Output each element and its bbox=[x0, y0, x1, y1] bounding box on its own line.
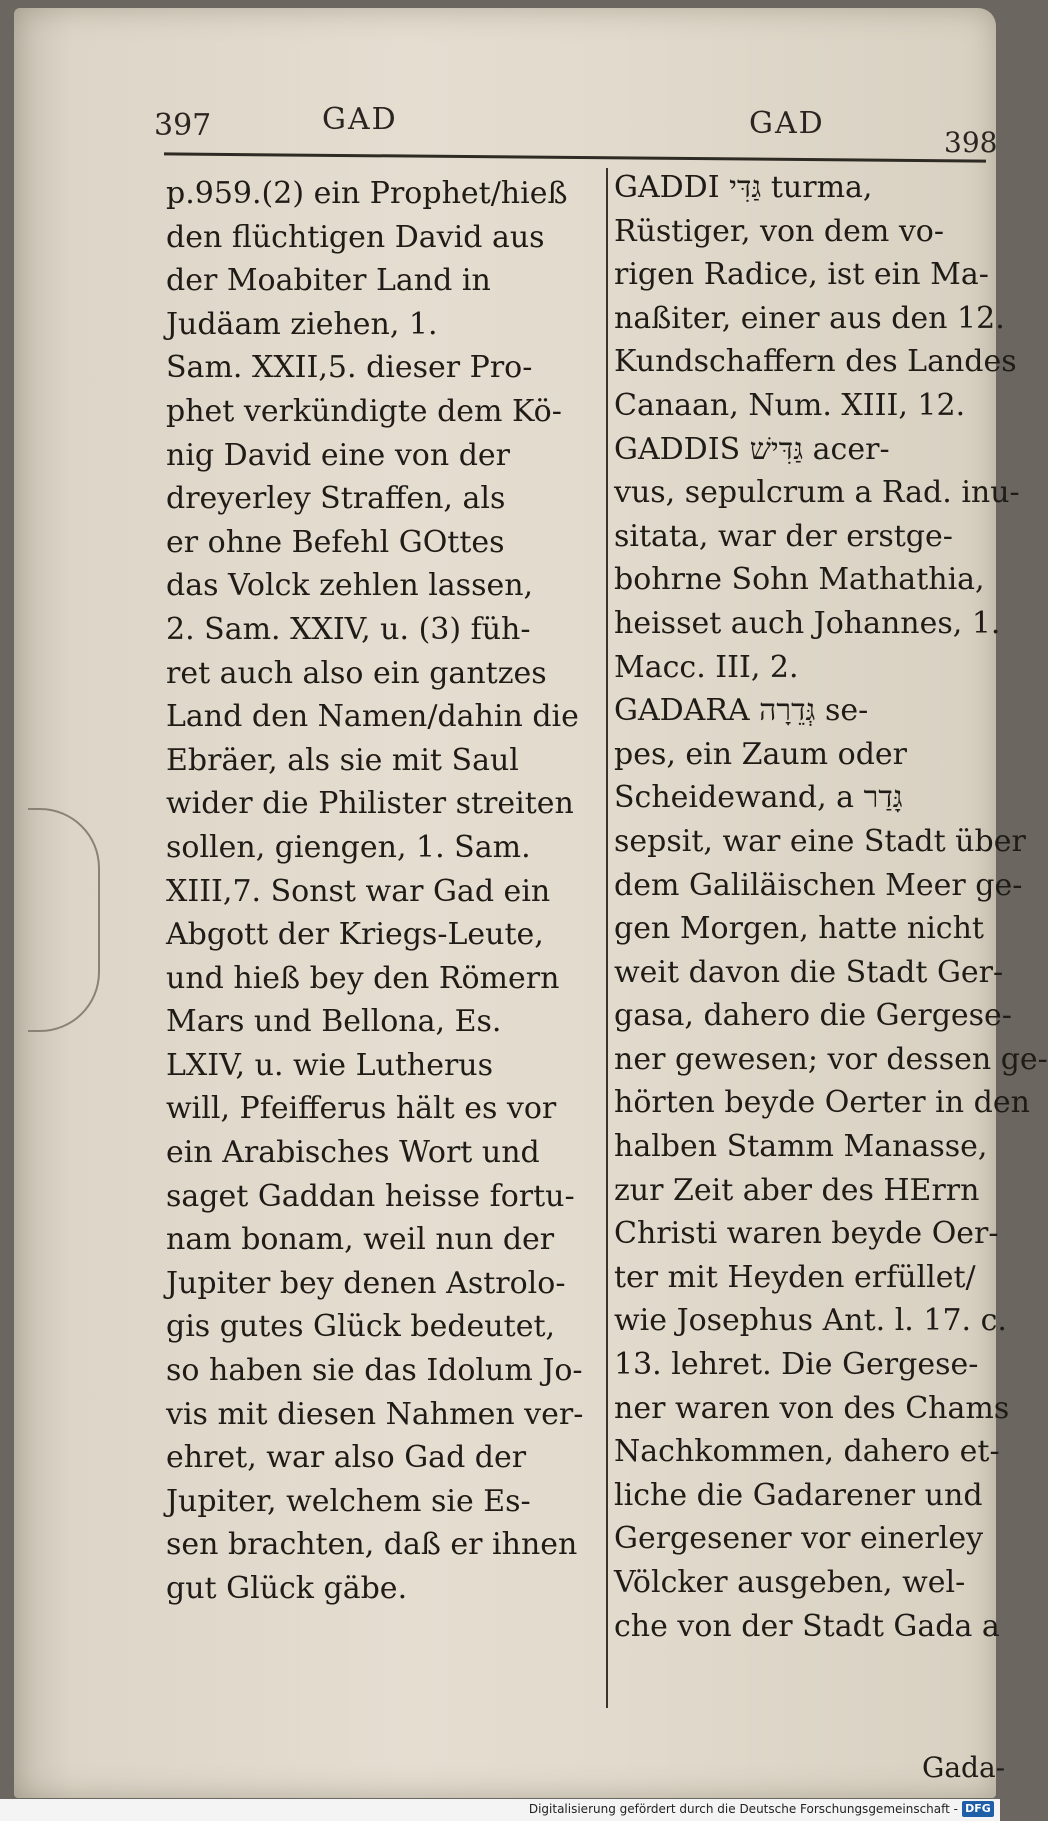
right-column-line: Scheidewand, a גָּדַר bbox=[614, 780, 903, 816]
left-column-line: das Volck zehlen lassen, bbox=[166, 568, 534, 604]
left-column-line: und hieß bey den Römern bbox=[166, 960, 560, 996]
right-column-line: vus, sepulcrum a Rad. inu- bbox=[614, 475, 1020, 511]
right-column-line: GADDIS גַּדִּישׁ acer- bbox=[614, 431, 890, 467]
right-column-line: GADDI גַּדִּי turma, bbox=[614, 170, 873, 205]
right-column-line: naßiter, einer aus den 12. bbox=[614, 300, 1005, 336]
dfg-logo-icon: DFG bbox=[962, 1801, 994, 1817]
right-column-line: ner gewesen; vor dessen ge- bbox=[614, 1041, 1048, 1077]
right-column-line: liche die Gadarener und bbox=[614, 1477, 983, 1513]
left-column-line: Judäam ziehen, 1. bbox=[166, 306, 438, 342]
left-column-line: Sam. XXII,5. dieser Pro- bbox=[166, 350, 533, 386]
right-column-line: gen Morgen, hatte nicht bbox=[614, 911, 984, 947]
right-column-line: Canaan, Num. XIII, 12. bbox=[614, 387, 966, 423]
left-column-line: vis mit diesen Nahmen ver- bbox=[166, 1396, 584, 1432]
left-column-line: sollen, giengen, 1. Sam. bbox=[166, 829, 531, 865]
right-column-line: che von der Stadt Gada a bbox=[614, 1608, 1000, 1644]
left-column-line: saget Gaddan heisse fortu- bbox=[166, 1178, 575, 1214]
right-column-line: ter mit Heyden erfüllet/ bbox=[614, 1259, 976, 1295]
right-column-line: zur Zeit aber des HErrn bbox=[614, 1172, 980, 1208]
right-column-line: Macc. III, 2. bbox=[614, 649, 799, 685]
left-column-line: 2. Sam. XXIV, u. (3) füh- bbox=[166, 611, 531, 647]
left-page-number: 397 bbox=[154, 108, 212, 143]
book-page-spread bbox=[14, 8, 1048, 1798]
right-page-number: 398 bbox=[944, 126, 998, 159]
right-running-head: GAD bbox=[749, 106, 825, 141]
right-column-line: rigen Radice, ist ein Ma- bbox=[614, 257, 989, 293]
right-column-line: Völcker ausgeben, wel- bbox=[614, 1565, 966, 1600]
left-column-line: ehret, war also Gad der bbox=[166, 1440, 527, 1476]
right-column-line: 13. lehret. Die Gergese- bbox=[614, 1347, 979, 1383]
left-column-line: der Moabiter Land in bbox=[166, 263, 491, 299]
footer-bar bbox=[0, 1799, 1000, 1821]
right-column-line: ner waren von des Chams bbox=[614, 1390, 1010, 1426]
left-column-line: er ohne Befehl GOttes bbox=[166, 524, 505, 560]
left-column-line: den flüchtigen David aus bbox=[166, 219, 545, 255]
left-column-line: phet verkündigte dem Kö- bbox=[166, 393, 562, 429]
left-column-line: so haben sie das Idolum Jo- bbox=[166, 1353, 583, 1389]
left-column-line: Ebräer, als sie mit Saul bbox=[166, 742, 519, 778]
left-running-head: GAD bbox=[322, 102, 398, 137]
right-column-line: hörten beyde Oerter in den bbox=[614, 1085, 1030, 1121]
left-column-line: LXIV, u. wie Lutherus bbox=[166, 1047, 494, 1083]
left-column-line: p.959.(2) ein Prophet/hieß bbox=[166, 176, 568, 211]
left-column-line: ein Arabisches Wort und bbox=[166, 1135, 540, 1171]
right-text-column bbox=[614, 166, 1048, 1648]
right-column-line: weit davon die Stadt Ger- bbox=[614, 954, 1004, 990]
right-column-line: Gergesener vor einerley bbox=[614, 1521, 984, 1557]
right-column-line: bohrne Sohn Mathathia, bbox=[614, 562, 985, 598]
right-column-line: dem Galiläischen Meer ge- bbox=[614, 867, 1023, 903]
right-column-line: Kundschaffern des Landes bbox=[614, 344, 1017, 380]
page-edge-tab bbox=[28, 808, 100, 1032]
left-column-line: wider die Philister streiten bbox=[166, 786, 574, 822]
right-column-line: sepsit, war eine Stadt über bbox=[614, 823, 1026, 859]
right-column-line: sitata, war der erstge- bbox=[614, 518, 953, 554]
left-column-line: Land den Namen/dahin die bbox=[166, 699, 579, 735]
left-column-line: Jupiter bey denen Astrolo- bbox=[166, 1265, 566, 1301]
left-column-line: dreyerley Straffen, als bbox=[166, 481, 506, 517]
right-column-line: halben Stamm Manasse, bbox=[614, 1129, 988, 1165]
left-column-line: XIII,7. Sonst war Gad ein bbox=[166, 873, 551, 909]
left-column-line: sen brachten, daß er ihnen bbox=[166, 1527, 578, 1563]
column-divider bbox=[606, 168, 608, 1708]
left-column-line: gut Glück gäbe. bbox=[166, 1571, 408, 1606]
right-column-line: gasa, dahero die Gergese- bbox=[614, 998, 1012, 1034]
left-column-line: Jupiter, welchem sie Es- bbox=[166, 1483, 531, 1519]
right-column-line: wie Josephus Ant. l. 17. c. bbox=[614, 1303, 1007, 1339]
right-column-line: Christi waren beyde Oer- bbox=[614, 1216, 999, 1252]
left-column-line: Mars und Bellona, Es. bbox=[166, 1004, 502, 1040]
header-rule bbox=[164, 152, 986, 162]
left-column-line: gis gutes Glück bedeutet, bbox=[166, 1309, 556, 1345]
right-column-line: GADARA גְּדֵרָה se- bbox=[614, 693, 869, 729]
left-text-column bbox=[166, 172, 594, 1611]
left-column-line: nig David eine von der bbox=[166, 437, 511, 473]
right-column-line: Rüstiger, von dem vo- bbox=[614, 213, 944, 249]
footer-credit-text: Digitalisierung gefördert durch die Deutsche Forschungsgemeinschaft - bbox=[528, 1802, 958, 1816]
left-column-line: will, Pfeifferus hält es vor bbox=[166, 1091, 557, 1127]
right-column-line: pes, ein Zaum oder bbox=[614, 736, 908, 772]
left-column-line: ret auch also ein gantzes bbox=[166, 655, 547, 691]
left-column-line: Abgott der Kriegs-Leute, bbox=[166, 917, 544, 953]
right-column-line: Nachkommen, dahero et- bbox=[614, 1434, 1000, 1470]
left-column-line: nam bonam, weil nun der bbox=[166, 1222, 555, 1258]
catchword: Gada- bbox=[922, 1751, 1006, 1784]
right-column-line: heisset auch Johannes, 1. bbox=[614, 605, 1001, 641]
